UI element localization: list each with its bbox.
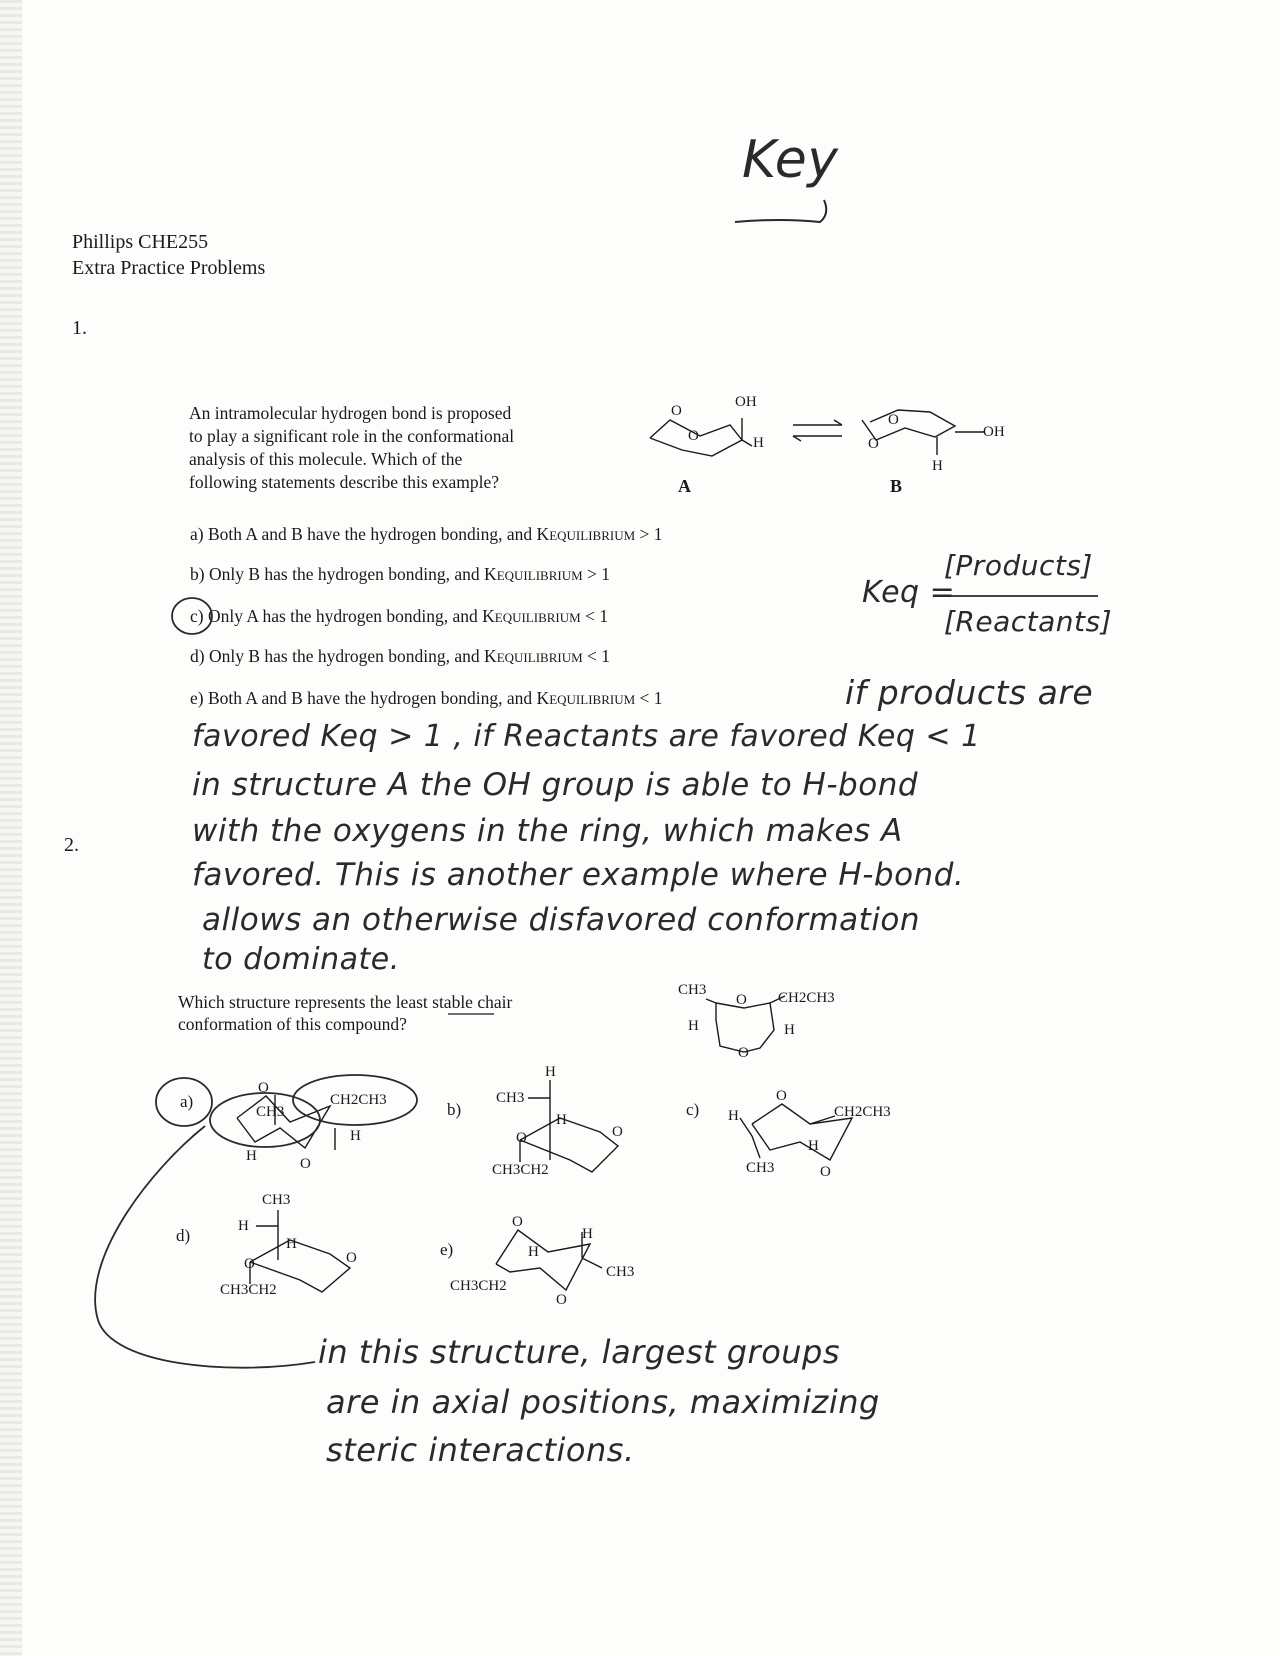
prompt-line: analysis of this molecule. Which of the xyxy=(189,449,463,469)
opt-a-ch3: CH3 xyxy=(256,1104,285,1120)
problem-2-number: 2. xyxy=(64,834,79,856)
answer-1-line-0: if products are xyxy=(845,673,1094,712)
k-subscript: EQUILIBRIUM xyxy=(549,528,636,543)
opt-c-et: CH2CH3 xyxy=(834,1104,891,1120)
opt-e-ch3: CH3 xyxy=(606,1264,635,1280)
option-comparison: < 1 xyxy=(587,646,611,666)
opt-d-o1: O xyxy=(346,1250,357,1266)
option-comparison: < 1 xyxy=(585,606,609,626)
opt-b-h-top: H xyxy=(545,1064,556,1080)
opt-c-o1: O xyxy=(776,1088,787,1104)
answer-1-line-3: with the oxygens in the ring, which makes A xyxy=(192,813,903,849)
keq-denominator: [Reactants] xyxy=(944,605,1113,638)
compound-h2: H xyxy=(784,1022,795,1038)
opt-e-et: CH3CH2 xyxy=(450,1278,507,1294)
option-letter: d) xyxy=(190,646,205,666)
option-e xyxy=(190,688,663,709)
opt-e-o1: O xyxy=(512,1214,523,1230)
k-subscript: EQUILIBRIUM xyxy=(496,568,583,583)
struct-b-h: H xyxy=(932,458,943,474)
struct-a-o2: O xyxy=(688,428,699,444)
opt-d-h1: H xyxy=(238,1218,249,1234)
compound-o2: O xyxy=(738,1045,749,1061)
opt-c-ch3: CH3 xyxy=(746,1160,775,1176)
opt-d-et: CH3CH2 xyxy=(220,1282,277,1298)
answer-1-line-4: favored. This is another example where H-bond. xyxy=(192,857,965,893)
answer-1-line-2: in structure A the OH group is able to H-bond xyxy=(192,767,919,803)
prompt-line: conformation of this compound? xyxy=(178,1014,407,1034)
k-subscript: EQUILIBRIUM xyxy=(496,650,583,665)
option-letter: c) xyxy=(190,606,204,626)
compound-h1: H xyxy=(688,1018,699,1034)
opt-e-o2: O xyxy=(556,1292,567,1308)
option-text: Both A and B have the hydrogen bonding, and K xyxy=(207,688,550,708)
option-letter: e) xyxy=(190,688,204,708)
opt-d-ch3: CH3 xyxy=(262,1192,291,1208)
opt-e-h2: H xyxy=(582,1226,593,1242)
opt-d-h2: H xyxy=(286,1236,297,1252)
k-subscript: EQUILIBRIUM xyxy=(494,610,581,625)
k-subscript: EQUILIBRIUM xyxy=(549,692,636,707)
opt-a-o1: O xyxy=(258,1080,269,1096)
option-text: Only B has the hydrogen bonding, and K xyxy=(208,564,497,584)
answer-1-line-5: allows an otherwise disfavored conformation xyxy=(202,902,921,938)
struct-a-h: H xyxy=(753,435,764,451)
opt-e-h1: H xyxy=(528,1244,539,1260)
opt-d-label: d) xyxy=(176,1226,191,1245)
struct-b-o2: O xyxy=(868,436,879,452)
answer-2-line-0: in this structure, largest groups xyxy=(318,1333,841,1371)
key-mark: Key xyxy=(742,130,839,190)
option-letter: b) xyxy=(190,564,205,584)
option-c xyxy=(190,606,608,627)
option-comparison: < 1 xyxy=(639,688,663,708)
keq-lhs: Keq = xyxy=(862,575,956,610)
answer-2-line-2: steric interactions. xyxy=(326,1431,635,1469)
opt-a-h1: H xyxy=(246,1148,257,1164)
struct-a-oh: OH xyxy=(735,394,757,410)
opt-b-label: b) xyxy=(447,1100,462,1119)
answer-1-line-6: to dominate. xyxy=(202,942,400,977)
opt-a-h2: H xyxy=(350,1128,361,1144)
opt-b-et: CH3CH2 xyxy=(492,1162,549,1178)
compound-me: CH3 xyxy=(678,982,707,998)
problem-1-number: 1. xyxy=(72,317,87,339)
problem-2-prompt xyxy=(178,991,512,1035)
opt-a-et: CH2CH3 xyxy=(330,1092,387,1108)
opt-d-o2: O xyxy=(244,1256,255,1272)
problem-1-prompt xyxy=(189,402,514,494)
option-text: Both A and B have the hydrogen bonding, and K xyxy=(207,524,550,544)
opt-a-o2: O xyxy=(300,1156,311,1172)
struct-a-o1: O xyxy=(671,403,682,419)
compound-et: CH2CH3 xyxy=(778,990,835,1006)
struct-b-label: B xyxy=(890,476,903,496)
answer-1-line-1: favored Keq > 1 , if Reactants are favored Keq < 1 xyxy=(192,719,981,754)
option-comparison: > 1 xyxy=(639,524,663,544)
opt-c-label: c) xyxy=(686,1100,700,1119)
prompt-line: following statements describe this example? xyxy=(189,472,500,492)
option-text: Only B has the hydrogen bonding, and K xyxy=(208,646,497,666)
struct-b-oh: OH xyxy=(983,424,1005,440)
subtitle: Extra Practice Problems xyxy=(72,257,266,279)
option-b xyxy=(190,564,610,585)
scan-edge-shadow xyxy=(0,0,22,1656)
answer-2-line-1: are in axial positions, maximizing xyxy=(326,1383,880,1421)
keq-numerator: [Products] xyxy=(944,549,1093,582)
option-letter: a) xyxy=(190,524,204,544)
opt-c-h2: H xyxy=(808,1138,819,1154)
opt-b-ch3: CH3 xyxy=(496,1090,525,1106)
opt-c-o2: O xyxy=(820,1164,831,1180)
option-a xyxy=(190,524,663,545)
struct-a-label: A xyxy=(678,476,691,496)
opt-a-label: a) xyxy=(180,1092,194,1111)
opt-e-label: e) xyxy=(440,1240,454,1259)
opt-b-o2: O xyxy=(516,1130,527,1146)
opt-b-h: H xyxy=(556,1112,567,1128)
struct-b-o1: O xyxy=(888,412,899,428)
prompt-line: An intramolecular hydrogen bond is proposed xyxy=(189,403,512,423)
prompt-line: Which structure represents the least stable chair xyxy=(178,992,513,1012)
opt-c-h1: H xyxy=(728,1108,739,1124)
option-d xyxy=(190,646,610,667)
option-text: Only A has the hydrogen bonding, and K xyxy=(207,606,495,626)
answer-2-pointer-arrow xyxy=(0,0,1,1)
prompt-line: to play a significant role in the conformational xyxy=(189,426,515,446)
compound-o1: O xyxy=(736,992,747,1008)
option-comparison: > 1 xyxy=(587,564,611,584)
opt-b-o1: O xyxy=(612,1124,623,1140)
course-title: Phillips CHE255 xyxy=(72,231,209,253)
